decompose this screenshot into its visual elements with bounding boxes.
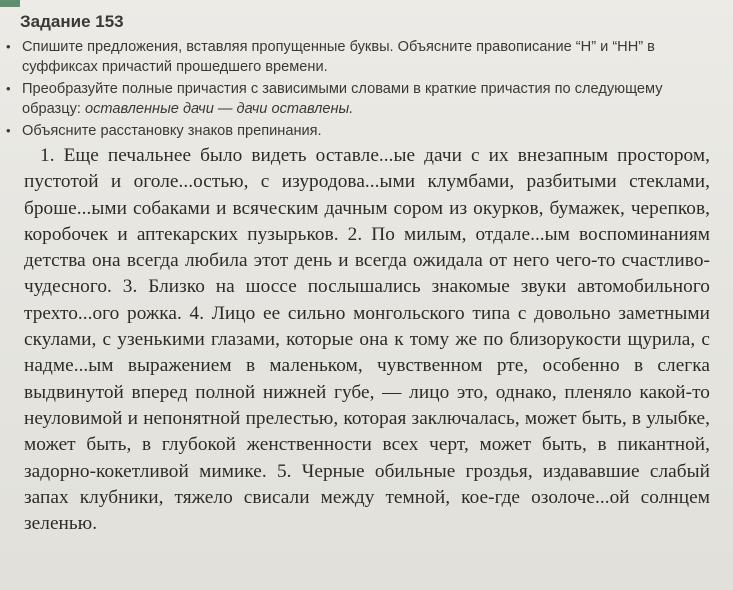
instruction-text: Объясните расстановку знаков препинания. xyxy=(22,123,322,139)
bullet-icon: • xyxy=(6,123,11,138)
instruction-item xyxy=(4,79,716,119)
instruction-example: оставленные дачи — дачи оставлены. xyxy=(85,101,354,117)
page-corner-mark xyxy=(0,0,20,7)
bullet-icon: • xyxy=(6,39,11,54)
instruction-item xyxy=(4,37,716,77)
bullet-icon: • xyxy=(6,81,11,96)
task-title: Задание 153 xyxy=(20,12,124,31)
instruction-text: Преобразуйте полные причастия с зависимыми словами в краткие причастия по следующему образцу: xyxy=(22,81,663,117)
instruction-text: Спишите предложения, вставляя пропущенные буквы. Объясните правописание “Н” и “НН” в суффиксах причастий прошедшего времени. xyxy=(22,39,655,75)
exercise-text: 1. Еще печальнее было видеть оставле...ые дачи с их внезапным простором, пустотой и оголе...остью, с изуродова...ыми клумбами, разбитыми стеклами, броше...ыми собаками и всяческим дачным сором из окурков, бумажек, черепков, коробочек и аптекарских пузырьков. 2. По милым, отдале...ым воспоминаниям детства она всегда любила этот день и всегда ожидала от него чего-то счастливо-чудесного. 3. Близко на шоссе послышались знакомые звуки автомобильного трехто...ого рожка. 4. Лицо ее сильно монгольского типа с довольно заметными скулами, с узенькими глазами, которые она к тому же по близорукости щурила, с надме...ым выражением в маленьком, чувственном рте, особенно в слегка выдвинутой вперед полной нижней губе, — лицо это, однако, пленяло какой-то неуловимой и непонятной прелестью, которая заключалась, может быть, в улыбке, может быть, в глубокой женственности всех черт, может быть, в пикантной, задорно-кокетливой мимике. 5. Черные обильные гроздья, издававшие слабый запах клубники, тяжело свисали между темной, кое-где озолоче...ой солнцем зеленью. xyxy=(24,145,710,535)
instructions-list xyxy=(4,37,716,143)
instruction-item xyxy=(4,121,716,141)
